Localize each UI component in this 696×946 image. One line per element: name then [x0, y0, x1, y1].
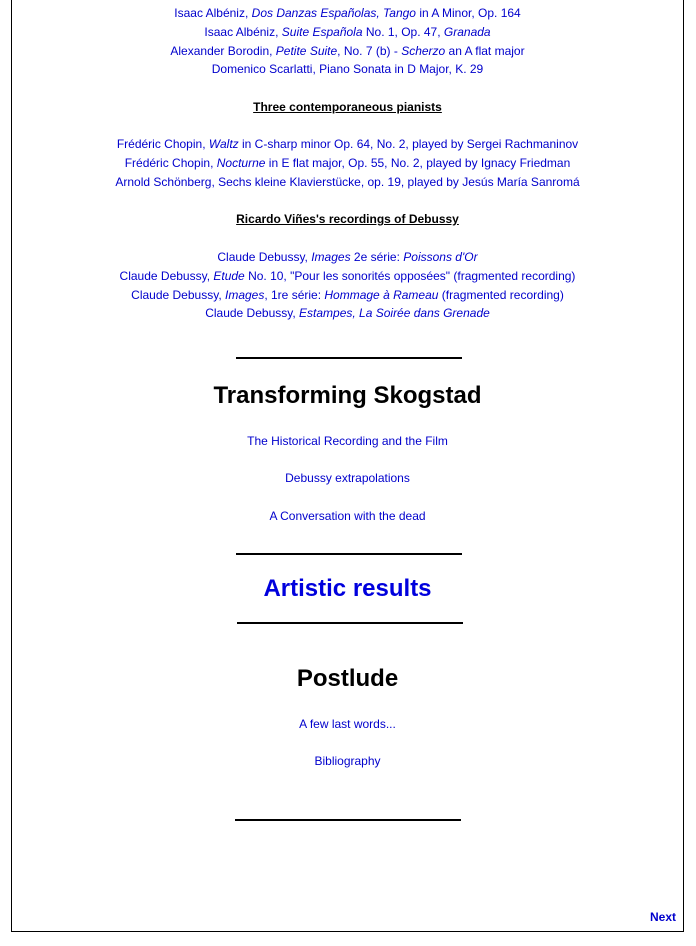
divider	[235, 819, 461, 821]
link-debussy-extrapolations[interactable]: Debussy extrapolations	[285, 471, 410, 485]
recordings-list-b	[11, 135, 684, 191]
section-title-artistic-results[interactable]: Artistic results	[263, 575, 432, 602]
recording-link[interactable]: Isaac Albéniz, Suite Española No. 1, Op. 47, Granada	[204, 24, 491, 39]
recording-link[interactable]: Isaac Albéniz, Dos Danzas Españolas, Tango in A Minor, Op. 164	[174, 6, 521, 20]
recording-link[interactable]: Frédéric Chopin, Waltz in C-sharp minor Op. 64, No. 2, played by Sergei Rachmaninov	[116, 137, 579, 151]
recording-link[interactable]: Arnold Schönberg, Sechs kleine Klavierstücke, op. 19, played by Jesús María Sanromá	[115, 174, 580, 189]
recording-link[interactable]: Claude Debussy, Estampes, La Soirée dans Grenade	[205, 306, 490, 321]
recording-link[interactable]: Claude Debussy, Images 2e série: Poissons d'Or	[217, 250, 478, 264]
recording-link[interactable]: Claude Debussy, Etude No. 10, "Pour les sonorités opposées" (fragmented recording)	[119, 268, 576, 283]
recordings-list-c	[11, 248, 684, 323]
recording-link[interactable]: Claude Debussy, Images, 1re série: Hommage à Rameau (fragmented recording)	[131, 287, 564, 302]
divider	[236, 553, 462, 555]
divider	[237, 622, 463, 624]
next-link[interactable]: Next	[649, 910, 676, 924]
heading-pianists: Three contemporaneous pianists	[253, 100, 442, 114]
recording-link[interactable]: Frédéric Chopin, Nocturne in E flat major, Op. 55, No. 2, played by Ignacy Friedman	[124, 155, 571, 170]
section-title-transforming: Transforming Skogstad	[213, 382, 482, 409]
heading-vines: Ricardo Viñes's recordings of Debussy	[236, 212, 459, 226]
link-bibliography[interactable]: Bibliography	[314, 754, 381, 768]
recordings-list-a	[11, 4, 684, 79]
link-historical-recording[interactable]: The Historical Recording and the Film	[247, 434, 448, 448]
recording-link[interactable]: Alexander Borodin, Petite Suite, No. 7 (b) - Scherzo an A flat major	[170, 43, 525, 58]
section-title-postlude: Postlude	[296, 665, 399, 692]
link-last-words[interactable]: A few last words...	[299, 717, 396, 731]
link-conversation-dead[interactable]: A Conversation with the dead	[269, 509, 426, 523]
divider	[236, 357, 462, 359]
recording-link[interactable]: Domenico Scarlatti, Piano Sonata in D Major, K. 29	[211, 62, 484, 77]
